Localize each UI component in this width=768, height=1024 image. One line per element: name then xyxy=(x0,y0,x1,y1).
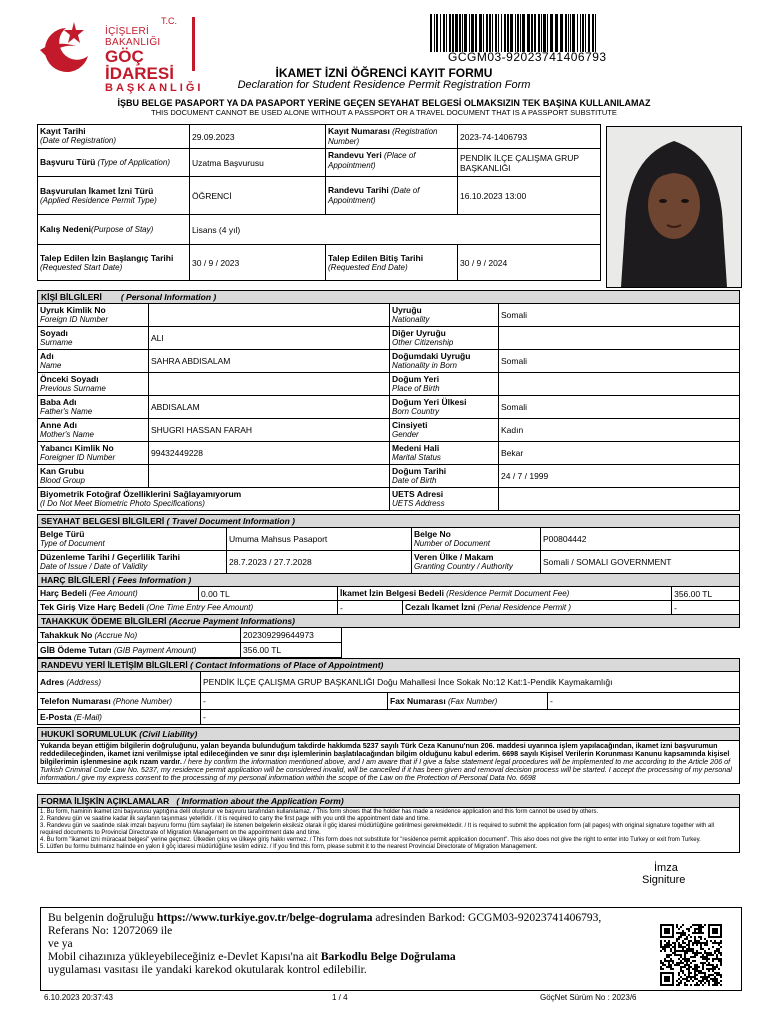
fee-label: Harç Bedeli xyxy=(40,588,87,598)
end-date-value: 30 / 9 / 2024 xyxy=(458,245,601,281)
penal-label-en: (Penal Residence Permit ) xyxy=(477,603,571,612)
footer-version: GöçNet Sürüm No : 2023/6 xyxy=(540,993,637,1002)
civil-text xyxy=(38,741,740,784)
fid-value xyxy=(149,304,390,327)
accrue-section-header xyxy=(38,615,740,628)
father-label-en: Father's Name xyxy=(40,407,93,416)
warning-text-en: THIS DOCUMENT CANNOT BE USED ALONE WITHOUT A PASSPORT OR A TRAVEL DOCUMENT THAT IS A PASSPORT SUBSTITUTE xyxy=(151,108,617,117)
dob-value: 24 / 7 / 1999 xyxy=(499,465,740,488)
logo-divider xyxy=(192,17,195,71)
mother-label: Anne Adı xyxy=(40,420,77,430)
email-label: E-Posta xyxy=(40,711,72,722)
contact-header-en: ( Contact Informations of Place of Appointment) xyxy=(190,660,384,670)
reg-no-label: Kayıt Numarası xyxy=(328,126,390,136)
purpose-label: Kalış Nedeni xyxy=(40,224,92,234)
pob-value xyxy=(499,373,740,396)
nationality-born-value: Somali xyxy=(499,350,740,373)
purpose-value: Lisans (4 yıl) xyxy=(190,215,601,245)
phone-value: - xyxy=(201,693,388,710)
start-date-label: Talep Edilen İzin Başlangıç Tarihi xyxy=(40,252,174,263)
fee-label-en: (Fee Amount) xyxy=(89,589,138,598)
reg-date-label-en: (Date of Registration) xyxy=(40,136,117,145)
qr-code-icon xyxy=(660,924,722,986)
appt-date-label: Randevu Tarihi xyxy=(328,185,389,195)
permit-type-value: ÖĞRENCİ xyxy=(190,177,326,215)
app-type-label-en: (Type of Application) xyxy=(97,158,170,167)
permit-type-label-en: (Applied Residence Permit Type) xyxy=(40,195,157,205)
travel-section-header xyxy=(38,515,740,528)
address-label-en: (Address) xyxy=(66,677,102,687)
born-country-label-en: Born Country xyxy=(392,407,440,416)
surname-label-en: Surname xyxy=(40,338,73,347)
form-section-header xyxy=(38,795,740,808)
appt-place-label: Randevu Yeri xyxy=(328,150,382,160)
mother-label-en: Mother's Name xyxy=(40,430,94,439)
name-value: SAHRA ABDISALAM xyxy=(149,350,390,373)
travel-doc-table xyxy=(37,514,740,574)
doc-no-label-en: Number of Document xyxy=(414,539,491,548)
name-label: Adı xyxy=(40,351,54,361)
form-info-item: 2. Randevu gün ve saatine kadar ilk sayfanın taşınması yeterlidir. / It is required to carry the first page with you until the appointment date and time. xyxy=(40,816,430,822)
logo-tc: T.C. xyxy=(160,16,177,26)
uets-label: UETS Adresi xyxy=(392,489,444,499)
father-value: ABDISALAM xyxy=(149,396,390,419)
verify-link[interactable]: https://www.turkiye.gov.tr/belge-dogrulama xyxy=(156,912,373,924)
doc-fee-label: İkamet İzin Belgesi Bedeli xyxy=(340,588,444,598)
barcode-icon xyxy=(430,14,598,52)
biometric-label: Biyometrik Fotoğraf Özelliklerini Sağlayamıyorum xyxy=(40,489,242,499)
end-date-label-en: (Requested End Date) xyxy=(328,262,408,272)
gender-label: Cinsiyeti xyxy=(392,420,428,430)
verify-line1a: Bu belgenin doğruluğu xyxy=(48,912,157,924)
penal-label: Cezalı İkamet İzni xyxy=(405,602,476,612)
accrue-table xyxy=(37,614,740,658)
gib-label-en: (GIB Payment Amount) xyxy=(113,645,197,655)
gender-value: Kadın xyxy=(499,419,740,442)
uets-value xyxy=(499,488,740,511)
name-label-en: Name xyxy=(40,361,62,370)
nationality-label-en: Nationality xyxy=(392,315,430,324)
verify-line2: Referans No: 12072069 ile xyxy=(48,925,173,937)
personal-info-table xyxy=(37,290,740,511)
dob-label: Doğum Tarihi xyxy=(392,466,447,476)
personal-section-header xyxy=(38,291,740,304)
verify-line3: ve ya xyxy=(48,938,73,950)
granting-country-value: Somali / SOMALI GOVERNMENT xyxy=(541,551,740,574)
gib-value: 356.00 TL xyxy=(241,643,342,658)
issue-date-value: 28.7.2023 / 27.7.2028 xyxy=(227,551,412,574)
form-info-item: 4. Bu form "ikamet izni müracaat belgesi" yerine geçmez. Ülkeden çıkış ve ülkeye giriş hakkı vermez. / This form does not substitute for "residence permit application document". This also does not give the right to enter into Turkey or exit from Turkey. xyxy=(40,837,701,843)
start-date-value: 30 / 9 / 2023 xyxy=(190,245,326,281)
form-info-item: 1. Bu form, haminin ikamet izni başvurusu yaptığına delil oluşturur ve başvuru tarafından kullanılamaz. / This form shows that the holder has made a residence application and this form cannot be used by others. xyxy=(40,809,599,815)
appt-date-value: 16.10.2023 13:00 xyxy=(458,177,601,215)
mother-value: SHUGRI HASSAN FARAH xyxy=(149,419,390,442)
footer-page: 1 / 4 xyxy=(332,993,348,1002)
form-header-en: ( Information about the Application Form) xyxy=(176,796,344,806)
doc-type-value: Umuma Mahsus Pasaport xyxy=(227,528,412,551)
marital-value: Bekar xyxy=(499,442,740,465)
accrue-no-label: Tahakkuk No xyxy=(40,629,93,640)
reg-no-label-en: (Registration Number) xyxy=(328,127,438,146)
fax-label: Fax Numarası xyxy=(390,695,446,706)
verify-line4b: Barkodlu Belge Doğrulama xyxy=(320,951,456,963)
foreigner-id-label-en: Foreigner ID Number xyxy=(40,453,116,462)
form-title-en: Declaration for Student Residence Permit Registration Form xyxy=(237,79,531,91)
verify-line5: uygulaması vasıtası ile yandaki karekod okutularak kontrol edilebilir. xyxy=(48,964,367,976)
visa-fee-label: Tek Giriş Vize Harç Bedeli xyxy=(40,602,145,612)
email-label-en: (E-Mail) xyxy=(73,712,102,722)
appt-place-label-en: (Place of Appointment) xyxy=(328,151,416,170)
person-photo-icon xyxy=(607,127,741,287)
doc-no-label: Belge No xyxy=(414,529,451,539)
permit-type-label: Başvurulan İkamet İzni Türü xyxy=(40,185,154,196)
reg-no-value: 2023-74-1406793 xyxy=(458,125,601,149)
app-type-label: Başvuru Türü xyxy=(40,157,96,167)
end-date-label: Talep Edilen Bitiş Tarihi xyxy=(328,252,424,263)
granting-country-label-en: Granting Country / Authority xyxy=(414,562,513,571)
contact-table xyxy=(37,658,740,725)
blood-label: Kan Grubu xyxy=(40,466,84,476)
contact-header: RANDEVU YERİ İLETİŞİM BİLGİLERİ xyxy=(41,660,188,670)
marital-label-en: Marital Status xyxy=(392,453,441,462)
doc-type-label-en: Type of Document xyxy=(40,539,105,548)
accrue-header: TAHAKKUK ÖDEME BİLGİLERİ xyxy=(41,616,167,626)
fees-table xyxy=(37,573,740,615)
doc-no-value: P00804442 xyxy=(541,528,740,551)
personal-header-en: ( Personal Information ) xyxy=(120,292,217,302)
form-info-list xyxy=(38,808,740,853)
pob-label: Doğum Yeri xyxy=(392,374,440,384)
prev-surname-label-en: Previous Surname xyxy=(40,384,106,393)
nationality-born-label-en: Nationality in Born xyxy=(392,361,457,370)
prev-surname-label: Önceki Soyadı xyxy=(40,374,99,384)
form-info-table xyxy=(37,794,740,853)
dob-label-en: Date of Birth xyxy=(392,476,437,485)
fid-label-en: Foreign ID Number xyxy=(40,315,109,324)
verify-line1c: adresinden Barkod: GCGM03-92023741406793, xyxy=(372,912,602,924)
personal-header: KİŞİ BİLGİLERİ xyxy=(41,292,102,302)
appt-place-value: PENDİK İLÇE ÇALIŞMA GRUP BAŞKANLIĞI xyxy=(458,149,601,177)
logo-line2: GÖÇ İDARESİ xyxy=(105,47,174,83)
form-header: FORMA İLİŞKİN AÇIKLAMALAR xyxy=(41,796,170,806)
issue-date-label-en: Date of Issue / Date of Validity xyxy=(40,562,148,571)
doc-fee-label-en: (Residence Permit Document Fee) xyxy=(446,589,570,598)
phone-label: Telefon Numarası xyxy=(40,695,111,706)
barcode-number: GCGM03-92023741406793 xyxy=(448,50,607,64)
travel-header: SEYAHAT BELGESİ BİLGİLERİ xyxy=(41,516,165,526)
civil-header: HUKUKİ SORUMLULUK xyxy=(41,729,137,739)
civil-header-en: (Civil Liability) xyxy=(139,729,198,739)
penal-value: - xyxy=(672,601,740,615)
reg-date-label: Kayıt Tarihi xyxy=(40,126,86,136)
app-type-value: Uzatma Başvurusu xyxy=(190,149,326,177)
verification-text xyxy=(48,912,601,977)
blood-label-en: Blood Group xyxy=(40,476,85,485)
issue-date-label: Düzenleme Tarihi / Geçerlilik Tarihi xyxy=(40,552,180,562)
signature-label: İmza xyxy=(654,862,678,874)
warning-text: İŞBU BELGE PASAPORT YA DA PASAPORT YERİNE GEÇEN SEYAHAT BELGESİ OLMAKSIZIN TEK BAŞINA KULLANILAMAZ xyxy=(117,98,651,108)
fax-label-en: (Fax Number) xyxy=(447,696,498,706)
civil-table xyxy=(37,727,740,784)
uets-label-en: UETS Address xyxy=(392,499,445,508)
appt-date-label-en: (Date of Appointment) xyxy=(328,186,420,205)
signature-label-en: Signiture xyxy=(642,874,686,886)
other-citizenship-label: Diğer Uyruğu xyxy=(392,328,446,338)
fees-header: HARÇ BİLGİLERİ xyxy=(41,575,110,585)
foreigner-id-value: 99432449228 xyxy=(149,442,390,465)
marital-label: Medeni Hali xyxy=(392,443,440,453)
fax-value: - xyxy=(548,693,740,710)
civil-text-tr: Yukarıda beyan ettiğim bilgilerin doğruluğunu, yalan beyanda bulunduğum takdirde hakkımda 5237 sayılı Türk Ceza Kanunu'nun 206. maddesi uyarınca işlem yapılacağından, ikamet izni başvurumun reddedileceğinden, ikamet izni verilmişse iptal edileceğinden ve sınır dışı işlemlerinin başlatılacağından bilgim olduğunu kabul ederim. 6698 sayılı Kişisel Verilerin Korunması Kanunu kapsamında kişisel bilgilerimin işlenmesine açık rızam vardır. xyxy=(40,741,730,766)
father-label: Baba Adı xyxy=(40,397,77,407)
email-value: - xyxy=(201,710,740,725)
pob-label-en: Place of Birth xyxy=(392,384,440,393)
gender-label-en: Gender xyxy=(392,430,419,439)
nationality-value: Somali xyxy=(499,304,740,327)
address-label: Adres xyxy=(40,676,65,687)
address-value: PENDİK İLÇE ÇALIŞMA GRUP BAŞKANLIĞI Doğu Mahallesi İnce Sokak No:12 Kat:1-Pendik Kaymakamlığı xyxy=(201,672,740,693)
fees-header-en: ( Fees Information ) xyxy=(112,575,192,585)
purpose-label-en: (Purpose of Stay) xyxy=(91,225,154,234)
form-title: İKAMET İZNİ ÖĞRENCİ KAYIT FORMU xyxy=(275,66,493,80)
phone-label-en: (Phone Number) xyxy=(112,696,173,706)
application-table xyxy=(37,124,601,281)
doc-type-label: Belge Türü xyxy=(40,529,85,539)
verify-line4a: Mobil cihazınıza yükleyebileceğiniz e-Devlet Kapısı'na ait xyxy=(48,951,321,963)
fee-value: 0.00 TL xyxy=(199,587,338,601)
born-country-label: Doğum Yeri Ülkesi xyxy=(392,397,467,407)
civil-text-en: / here by confirm the information mentioned above, and I am aware that if I give a false statement legal procedures will be implemented to me according to the Article 206 of Turkish Criminal Code Law No. 5237, my residence permit application will be considered invalid, will be cancelled if it has been given and removal decision process will be started. I accept the processing of my personal information./ give my express consent to the processing of my personal information within the scope of the Law on the Protection of Personal Data No. 6698 xyxy=(40,757,732,782)
nationality-born-label: Doğumdaki Uyruğu xyxy=(392,351,471,361)
footer-datetime: 6.10.2023 20:37:43 xyxy=(44,993,113,1002)
accrue-no-value: 202309299644973 xyxy=(241,628,342,643)
visa-fee-value: - xyxy=(338,601,403,615)
civil-section-header xyxy=(38,728,740,741)
granting-country-label: Veren Ülke / Makam xyxy=(414,552,494,562)
form-info-item: 5. Lütfen bu formu bulmanız halinde en yakın il göç idaresi müdürlüğüne teslim ediniz. / If you find this form, please submit it to the nearest Provincial Directorate of Migration Management. xyxy=(40,844,538,850)
fid-label: Uyruk Kimlik No xyxy=(40,305,106,315)
biometric-label-en: (I Do Not Meet Biometric Photo Specifications) xyxy=(40,499,205,508)
nationality-label: Uyruğu xyxy=(392,305,422,315)
accrue-header-en: (Accrue Payment Informations) xyxy=(168,616,295,626)
born-country-value: Somali xyxy=(499,396,740,419)
blood-value xyxy=(149,465,390,488)
doc-fee-value: 356.00 TL xyxy=(672,587,740,601)
contact-section-header xyxy=(38,659,740,672)
form-info-item: 3. Randevu gün ve saatinde ıslak imzalı başvuru formu (tüm sayfalar) ile istenen belgelerin eksiksiz olarak il göç idaresi müdürlüğüne getirilmesi gerekmektedir. / It is required to submit the application form (all pages) with original signature together with all required documents to Provincial Directorate of Migration Management on the appointment date and time. xyxy=(40,823,714,836)
foreigner-id-label: Yabancı Kimlik No xyxy=(40,443,114,453)
accrue-no-label-en: (Accrue No) xyxy=(94,630,138,640)
fees-section-header xyxy=(38,574,740,587)
reg-date-value: 29.09.2023 xyxy=(190,125,326,149)
other-citizenship-value xyxy=(499,327,740,350)
visa-fee-label-en: (One Time Entry Fee Amount) xyxy=(146,603,254,612)
other-citizenship-label-en: Other Citizenship xyxy=(392,338,454,347)
surname-label: Soyadı xyxy=(40,328,68,338)
surname-value: ALI xyxy=(149,327,390,350)
logo-line1: İÇİŞLERİ BAKANLIĞI xyxy=(105,26,161,48)
start-date-label-en: (Requested Start Date) xyxy=(40,262,123,272)
travel-header-en: ( Travel Document Information ) xyxy=(166,516,295,526)
applicant-photo xyxy=(606,126,742,288)
gib-label: GİB Ödeme Tutarı xyxy=(40,644,112,655)
logo-line3: BAŞKANLIĞI xyxy=(105,82,204,94)
prev-surname-value xyxy=(149,373,390,396)
